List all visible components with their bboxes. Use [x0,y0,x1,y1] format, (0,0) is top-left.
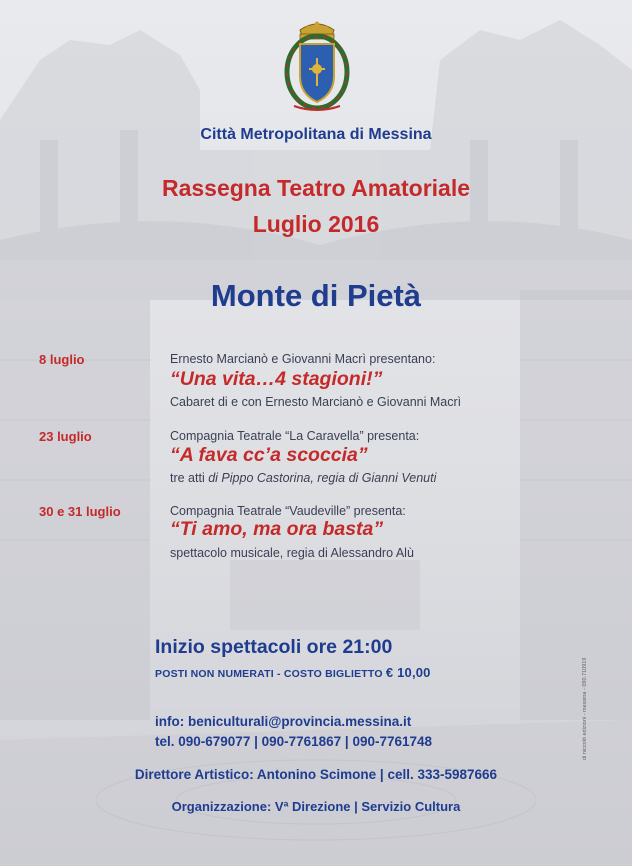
event-date: 23 luglio [39,429,92,444]
organization-credit: Organizzazione: Vª Direzione | Servizio Cultura [171,799,461,814]
info-phones: tel. 090-679077 | 090-7761867 | 090-7761748 [155,734,433,749]
event-date: 8 luglio [39,352,85,367]
event-description: spettacolo musicale, regia di Alessandro Alù [170,546,414,560]
organizer-name: Città Metropolitana di Messina [200,126,432,143]
event-show-title: “A fava cc’a scoccia” [170,444,368,466]
event-intro: Ernesto Marcianò e Giovanni Macrì presentano: [170,352,436,366]
artistic-director: Direttore Artistico: Antonino Scimone | cell. 333-5987666 [134,767,498,782]
info-email: info: beniculturali@provincia.messina.it [155,714,412,729]
ticket-info [155,665,431,680]
event-description-prefix: tre atti [170,471,209,485]
event-intro: Compagnia Teatrale “La Caravella” presenta: [170,429,420,443]
festival-date: Luglio 2016 [252,211,380,237]
festival-title: Rassegna Teatro Amatoriale [161,175,471,201]
event-description [170,471,436,485]
event-intro: Compagnia Teatrale “Vaudeville” presenta: [170,504,406,518]
event-description-credits: di Pippo Castorina, regia di Gianni Venuti [208,471,437,485]
venue-name: Monte di Pietà [210,278,422,313]
start-time: Inizio spettacoli ore 21:00 [155,636,393,658]
ticket-price: € 10,00 [385,665,431,680]
event-show-title: “Una vita…4 stagioni!” [170,368,383,390]
crest-emblem [278,14,356,114]
ticket-label: POSTI NON NUMERATI - COSTO BIGLIETTO [155,668,383,680]
event-show-title: “Ti amo, ma ora basta” [170,518,384,540]
event-description: Cabaret di e con Ernesto Marcianò e Giovanni Macrì [170,395,462,409]
printer-credit: di niccolò edizioni - messina - 090.710919 [582,657,588,760]
event-date: 30 e 31 luglio [39,504,121,519]
